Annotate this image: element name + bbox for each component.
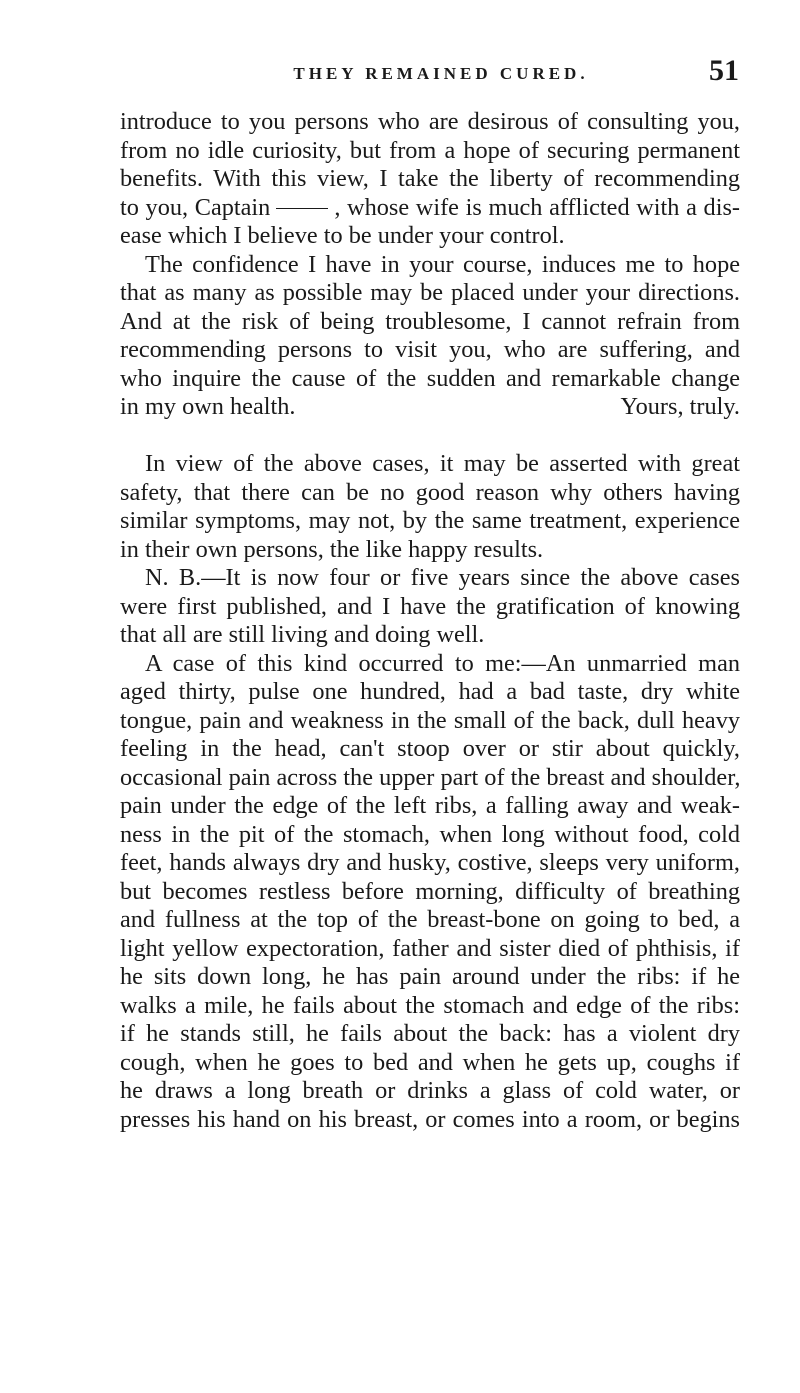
text-line: light yellow expectoration, father and sister died of phthisis, if	[120, 934, 740, 962]
running-head	[113, 54, 739, 100]
text-line: In view of the above cases, it may be asserted with great	[145, 450, 740, 477]
text-line: who inquire the cause of the sudden and remarkable change	[120, 364, 740, 392]
paragraph-gap	[120, 422, 740, 451]
text-line: walks a mile, he fails about the stomach and edge of the ribs:	[120, 991, 740, 1019]
text-line: that all are still living and doing well.	[120, 621, 485, 648]
text-line: feeling in the head, can't stoop over or stir about quickly,	[120, 735, 740, 762]
text-line: And at the risk of being troublesome, I cannot refrain from	[120, 307, 740, 335]
body-text	[120, 108, 740, 1134]
text-line: presses his hand on his breast, or comes into a room, or begins	[120, 1105, 740, 1133]
text-line: were first published, and I have the gratification of knowing	[120, 592, 740, 620]
text-line: introduce to you persons who are desirous of consulting you,	[120, 108, 740, 135]
text-line: A case of this kind occurred to me:—An unmarried man	[145, 649, 740, 677]
text-line: safety, that there can be no good reason why others having	[120, 478, 740, 506]
signoff: Yours, truly.	[620, 393, 740, 420]
text-line: from no idle curiosity, but from a hope of securing permanent	[120, 136, 740, 164]
page-number: 51	[709, 54, 739, 87]
text-line: recommending persons to visit you, who are suffering, and	[120, 336, 740, 363]
text-line: in their own persons, the like happy results.	[120, 535, 544, 563]
captain-text-after: , whose wife is much afflicted with a dis-	[334, 193, 740, 221]
captain-text-before: to you, Captain	[120, 193, 271, 221]
text-line: similar symptoms, may not, by the same treatment, experience	[120, 507, 740, 534]
text-line: ease which I believe to be under your control.	[120, 222, 565, 249]
text-line: and fullness at the top of the breast-bone on going to bed, a	[120, 906, 740, 933]
text-line: benefits. With this view, I take the liberty of recommending	[120, 165, 740, 192]
text-line: feet, hands always dry and husky, costive, sleeps very uniform,	[120, 849, 740, 876]
text-line: pain under the edge of the left ribs, a falling away and weak-	[120, 792, 740, 819]
captain-line	[120, 194, 740, 223]
text-line: if he stands still, he fails about the back: has a violent dry	[120, 1020, 740, 1047]
text-line: but becomes restless before morning, difficulty of breathing	[120, 877, 740, 905]
text-line: ness in the pit of the stomach, when long without food, cold	[120, 820, 740, 848]
text-line: he sits down long, he has pain around under the ribs: if he	[120, 963, 740, 990]
closing-text: in my own health.	[120, 393, 296, 420]
text-line: that as many as possible may be placed under your directions.	[120, 279, 740, 306]
text-line: occasional pain across the upper part of the breast and shoulder,	[120, 763, 740, 791]
running-title: THEY REMAINED CURED.	[293, 64, 589, 83]
text-line: N. B.—It is now four or five years since the above cases	[145, 564, 740, 591]
name-omitted-dash	[276, 208, 328, 210]
text-line: tongue, pain and weakness in the small of the back, dull heavy	[120, 706, 740, 734]
text-line: The confidence I have in your course, induces me to hope	[145, 250, 740, 278]
text-line: aged thirty, pulse one hundred, had a bad taste, dry white	[120, 678, 740, 705]
text-line: cough, when he goes to bed and when he gets up, coughs if	[120, 1048, 740, 1076]
text-line: he draws a long breath or drinks a glass of cold water, or	[120, 1077, 740, 1104]
letter-closing	[120, 393, 740, 422]
